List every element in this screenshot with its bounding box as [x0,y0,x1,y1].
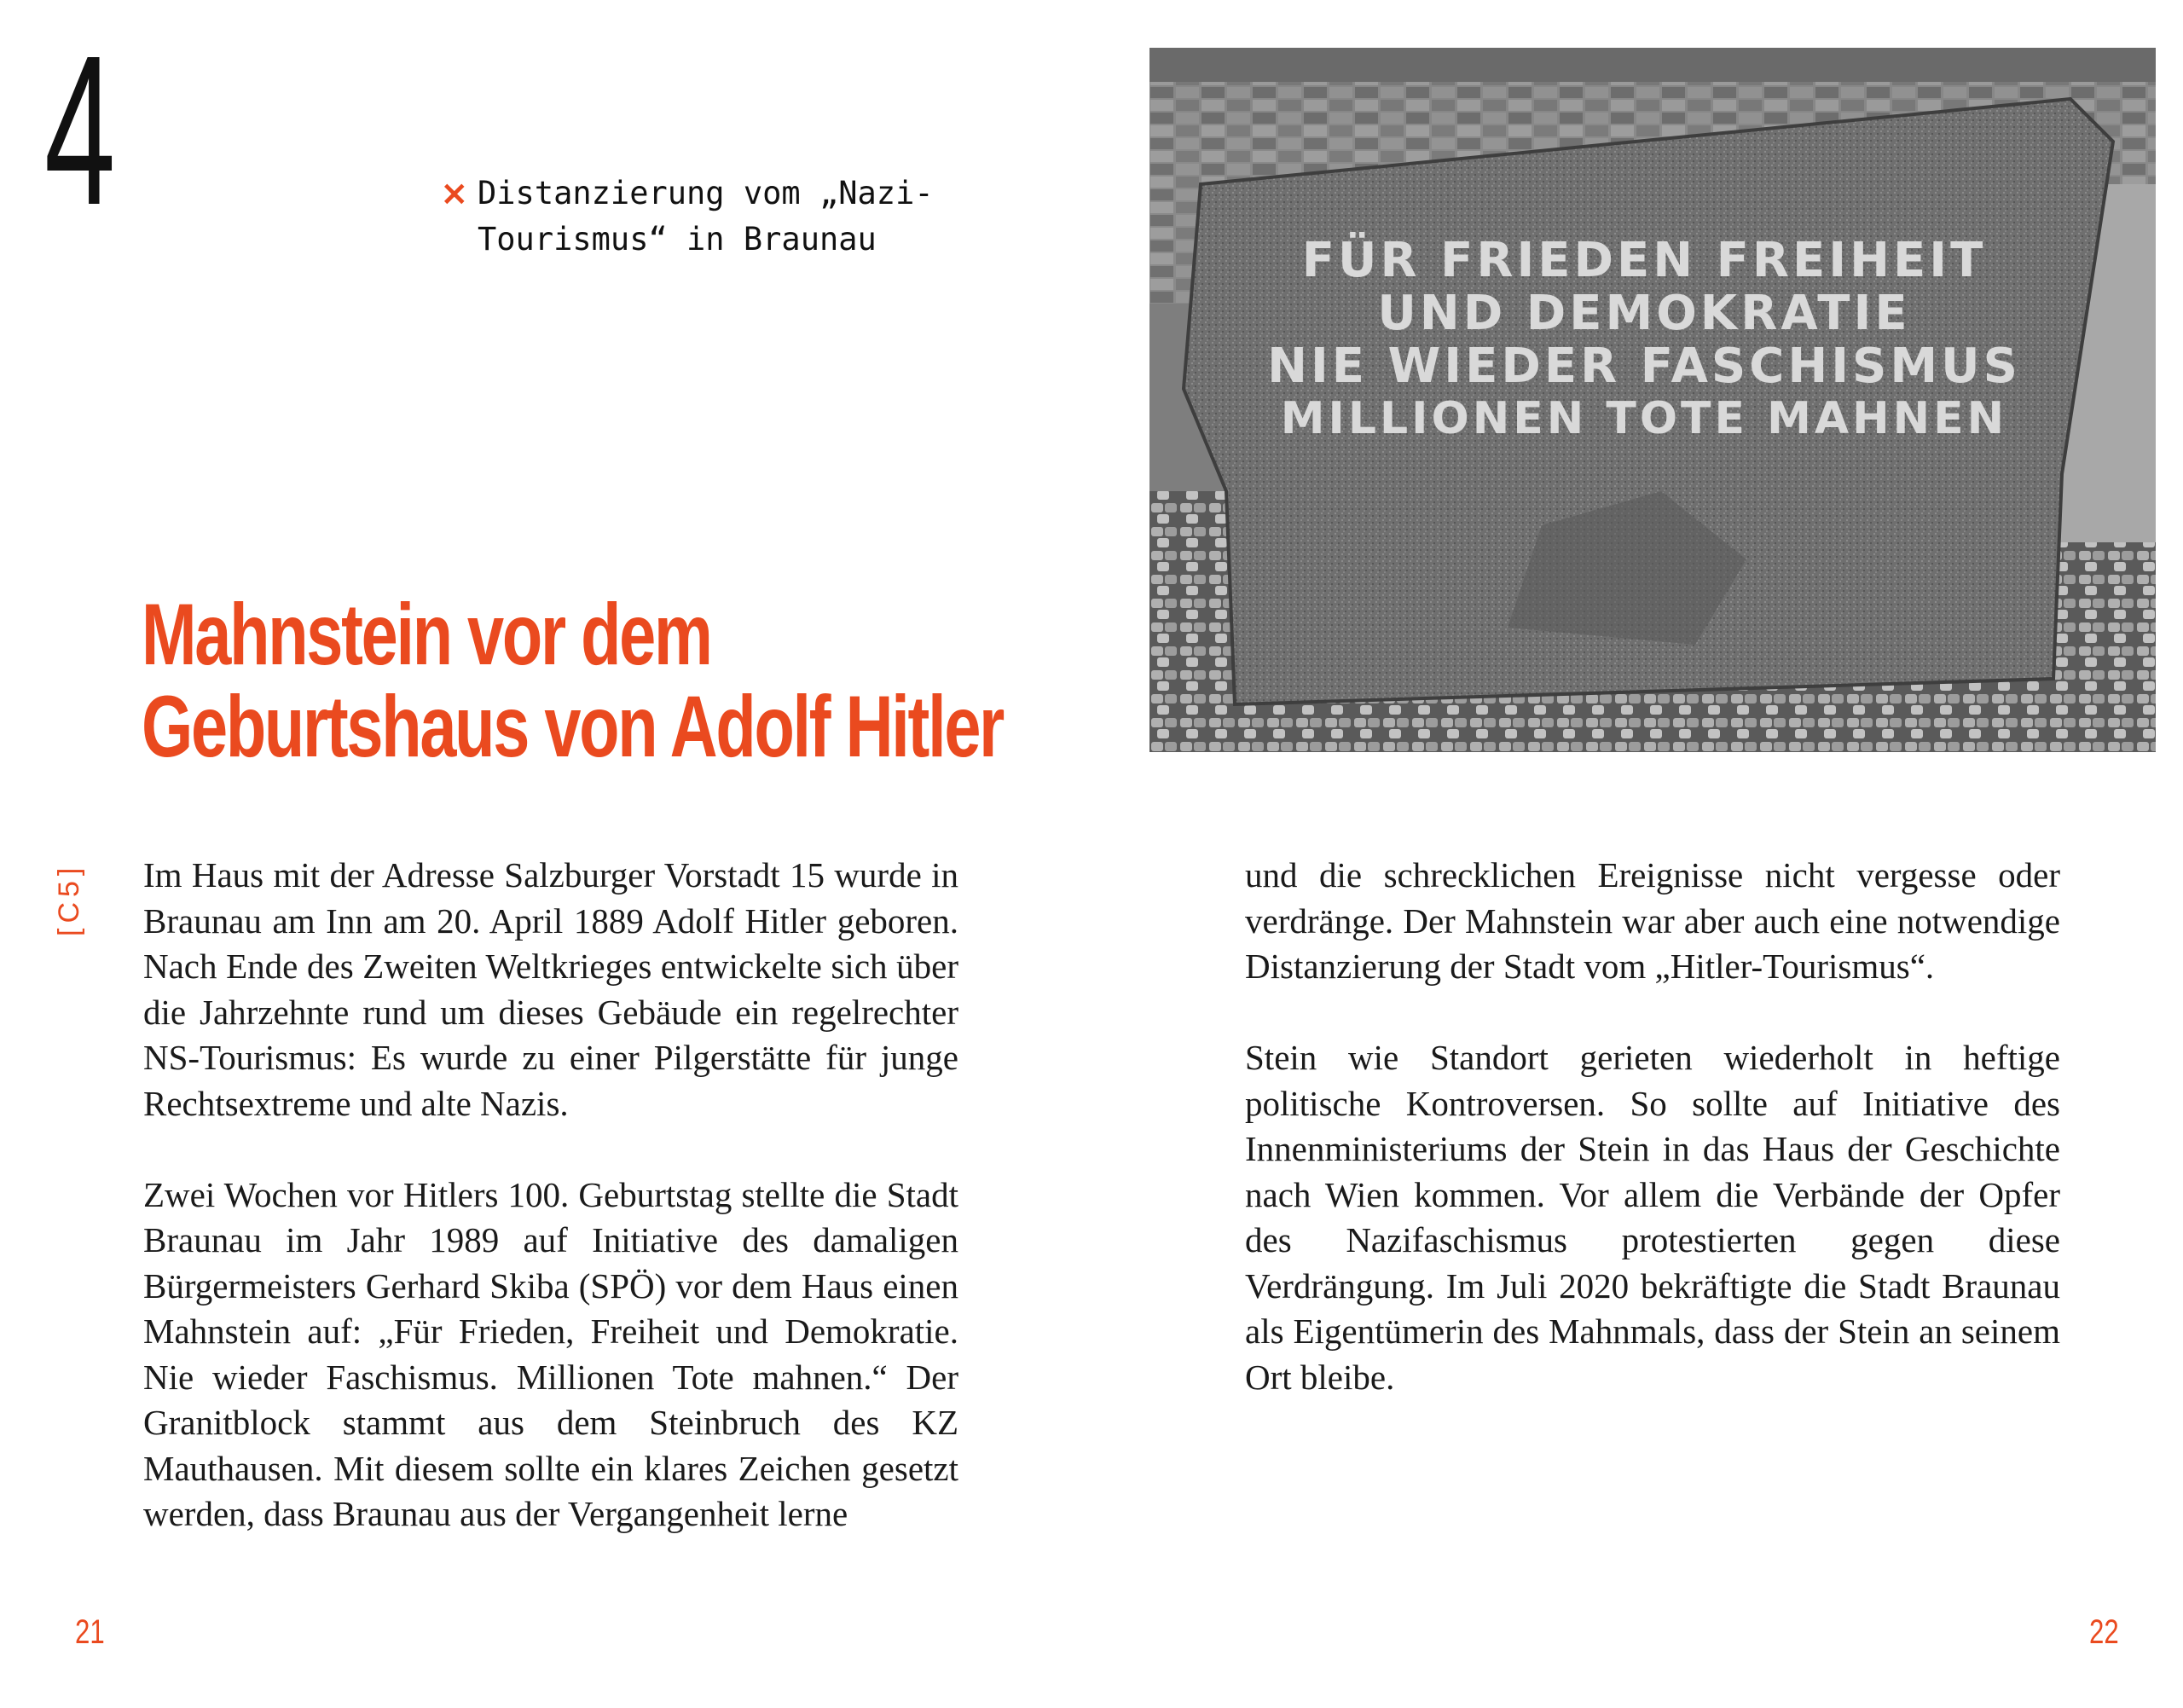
paragraph: Im Haus mit der Adresse Salzburger Vorstadt 15 wurde in Braunau am Inn am 20. April 1889 Adolf Hitler geboren. Nach Ende des Zweiten Weltkrieges entwickelte sich über die Jahrzehnte rund um dieses Gebäude ein regelrechter NS-Tourismus: Es wurde zu einer Pilgerstätte für junge Rechtsextreme und alte Nazis. [143,855,958,1123]
page-number-left: 21 [75,1613,105,1651]
memorial-stone-image [1149,48,2156,752]
paragraph: Zwei Wochen vor Hitlers 100. Geburtstag stellte die Stadt Braunau im Jahr 1989 auf Initiative des damaligen Bürgermeisters Gerhard Skiba (SPÖ) vor dem Haus einen Mahnstein auf: „Für Frieden, Freiheit und Demokratie. Nie wieder Faschismus. Millionen Tote mahnen.“ Der Granitblock stammt aus dem Steinbruch des KZ Mauthausen. Mit diesem sollte ein klares Zeichen gesetzt werden, dass Braunau aus der Vergangenheit lerne [143,1174,958,1533]
page-title [142,588,1045,773]
chapter-number: 4 [44,11,116,249]
memorial-stone-photo [1149,48,2156,752]
svg-text:UND DEMOKRATIE: UND DEMOKRATIE [1377,286,1911,341]
svg-text:MILLIONEN TOTE MAHNEN: MILLIONEN TOTE MAHNEN [1280,393,2008,444]
route-label: Distanzierung vom „Nazi-Tourismus“ in Braunau [478,175,934,258]
paragraph: und die schrecklichen Ereignisse nicht vergesse oder verdränge. Der Mahnstein war aber auch eine notwendige Distanzierung der Stadt vom „Hitler-Tourismus“. [1245,855,2060,986]
body-column-right [1245,853,2060,1446]
page-number-right: 22 [2089,1613,2119,1651]
route-note [440,171,972,263]
svg-text:NIE WIEDER FASCHISMUS: NIE WIEDER FASCHISMUS [1267,339,2021,394]
paragraph: Stein wie Standort gerieten wiederholt in heftige politische Kontroversen. So sollte auf Initiative des Innenministeriums der Stein in das Haus der Geschichte nach Wien kommen. Vor allem die Verbände der Opfer des Nazifaschismus protestierten gegen diese Verdrängung. Im Juli 2020 bekräftigte die Stadt Braunau als Eigentümerin des Mahnmals, dass der Stein an seinem Ort bleibe. [1245,1038,2060,1397]
body-column-left [143,853,958,1583]
location-code: [C5] [53,862,85,936]
stone-inscription [1267,233,2021,444]
svg-text:FÜR FRIEDEN FREIHEIT: FÜR FRIEDEN FREIHEIT [1301,233,1987,288]
close-x-icon: × [440,174,469,213]
title-line-1: Mahnstein vor dem [142,586,711,683]
title-line-2: Geburtshaus von Adolf Hitler [142,678,1004,775]
